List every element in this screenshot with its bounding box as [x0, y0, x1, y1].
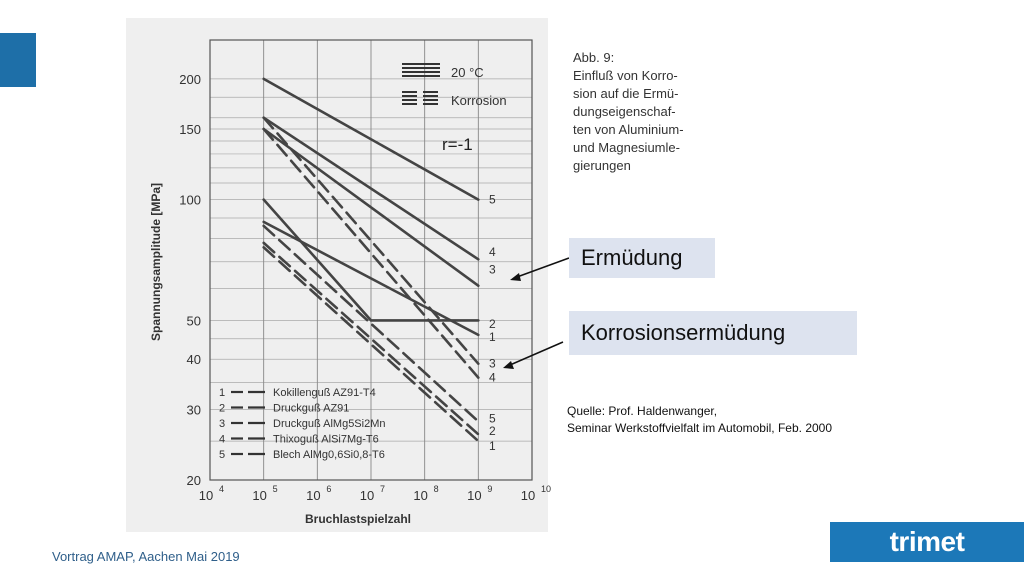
- y-tick-label: 40: [186, 352, 201, 368]
- y-axis-label: Spannungsamplitude [MPa]: [149, 182, 163, 342]
- material-legend-label: Druckguß AZ91: [273, 402, 350, 415]
- x-axis-label: Bruchlastspielzahl: [304, 512, 412, 526]
- caption-line: dungseigenschaf-: [573, 104, 676, 119]
- arrow-corrosion: [510, 342, 563, 365]
- callout-fatigue: Ermüdung: [569, 238, 715, 278]
- series-end-label: 2: [489, 316, 496, 331]
- y-tick-label: 20: [186, 473, 201, 488]
- material-legend-number: 2: [219, 402, 226, 415]
- material-legend-number: 5: [219, 449, 226, 461]
- caption-line: Einfluß von Korro-: [573, 68, 678, 83]
- material-legend-label: Druckguß AlMg5Si2Mn: [273, 418, 386, 430]
- y-tick-label: 100: [179, 192, 201, 208]
- source-line-1: Quelle: Prof. Haldenwanger,: [567, 404, 718, 418]
- series-end-label: 5: [489, 192, 496, 207]
- material-legend-number: 4: [219, 433, 226, 446]
- x-tick-exponent: 8: [433, 484, 439, 494]
- caption-line: ten von Aluminium-: [573, 122, 684, 137]
- series-end-label: 4: [489, 370, 496, 385]
- x-tick-exponent: 5: [272, 484, 278, 494]
- arrow-fatigue: [517, 258, 569, 277]
- x-tick-label: 10: [252, 488, 267, 503]
- trimet-logo: trimet: [830, 522, 1024, 562]
- figure-caption: [573, 50, 684, 173]
- caption-line: Abb. 9:: [573, 50, 615, 65]
- x-tick-label: 10: [306, 488, 321, 503]
- material-legend-number: 1: [219, 387, 226, 399]
- caption-line: und Magnesiumle-: [573, 140, 680, 155]
- r-ratio-label: r=-1: [442, 135, 473, 154]
- y-tick-label: 50: [186, 313, 201, 329]
- source-note: [567, 403, 832, 437]
- x-tick-label: 10: [413, 488, 428, 503]
- x-tick-exponent: 6: [326, 484, 332, 494]
- arrow-corrosion-head: [503, 361, 514, 369]
- series-end-label: 3: [489, 262, 496, 277]
- end-label-layer: [489, 193, 496, 453]
- x-tick-label: 10: [467, 488, 482, 503]
- arrows-layer: [503, 258, 569, 369]
- material-legend-label: Kokillenguß AZ91-T4: [273, 387, 376, 399]
- caption-line: gierungen: [573, 158, 631, 173]
- series-end-label: 4: [489, 245, 496, 260]
- series-end-label: 2: [489, 423, 496, 438]
- x-tick-exponent: 10: [541, 484, 552, 494]
- series-end-label: 3: [489, 356, 496, 371]
- style-legend: [402, 64, 507, 108]
- y-tick-label: 200: [179, 71, 201, 87]
- x-tick-label: 10: [520, 488, 536, 503]
- y-tick-label: 150: [179, 121, 201, 137]
- source-line-2: Seminar Werkstoffvielfalt im Automobil, Feb. 2000: [567, 421, 833, 435]
- arrow-fatigue-head: [510, 273, 521, 281]
- style-legend-label: 20 °C: [451, 65, 484, 80]
- x-tick-label: 10: [198, 488, 214, 503]
- caption-line: sion auf die Ermü-: [573, 86, 679, 101]
- material-legend-number: 3: [219, 418, 226, 430]
- material-legend-label: Blech AlMg0,6Si0,8-T6: [273, 449, 385, 461]
- x-tick-exponent: 7: [380, 484, 386, 494]
- series-end-label: 1: [489, 329, 496, 344]
- series-end-label: 5: [489, 411, 496, 426]
- style-legend-label: Korrosion: [451, 93, 507, 108]
- callout-corrosion-fatigue: Korrosionsermüdung: [569, 311, 857, 355]
- material-legend-label: Thixoguß AlSi7Mg-T6: [273, 433, 379, 446]
- series-end-label: 1: [489, 439, 496, 454]
- y-tick-label: 30: [186, 402, 201, 418]
- x-tick-exponent: 9: [487, 484, 493, 494]
- footer-text: Vortrag AMAP, Aachen Mai 2019: [52, 549, 240, 564]
- x-tick-label: 10: [359, 488, 375, 503]
- material-legend: [219, 387, 386, 461]
- x-tick-exponent: 4: [219, 484, 225, 494]
